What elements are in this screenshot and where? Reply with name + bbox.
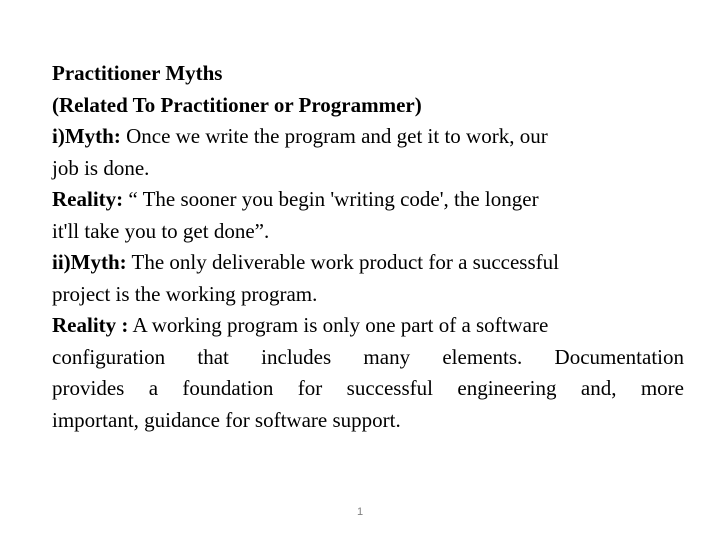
reality-1-label: Reality: [52, 187, 124, 211]
myth-1-text: Once we write the program and get it to work, our [120, 124, 548, 148]
myth-2-label: ii)Myth: [52, 250, 127, 274]
slide-title: Practitioner Myths [52, 61, 223, 85]
page-number: 1 [356, 506, 364, 518]
reality-1-line-1 [52, 184, 684, 216]
myth-2-line-2: project is the working program. [52, 281, 318, 306]
myth-1-line-1 [52, 121, 684, 153]
myth-2-line-1 [52, 247, 684, 279]
reality-2-text: A working program is only one part of a software [128, 313, 549, 337]
reality-1-text: “ The sooner you begin 'writing code', the longer [123, 187, 539, 211]
reality-2-line-1 [52, 310, 684, 342]
myth-1-line-2: job is done. [52, 155, 150, 180]
reality-2-line-3: provides a foundation for successful engineering and, more [52, 376, 684, 400]
slide-content [52, 58, 684, 436]
myth-1-label: i)Myth: [52, 124, 121, 148]
myth-2-text: The only deliverable work product for a successful [126, 250, 559, 274]
reality-2-line-2: configuration that includes many elements. Documentation [52, 344, 684, 369]
reality-2-label: Reality : [52, 313, 129, 337]
reality-1-line-2: it'll take you to get done”. [52, 218, 270, 243]
slide-subtitle: (Related To Practitioner or Programmer) [52, 92, 422, 117]
reality-2-line-4: important, guidance for software support. [52, 407, 401, 432]
